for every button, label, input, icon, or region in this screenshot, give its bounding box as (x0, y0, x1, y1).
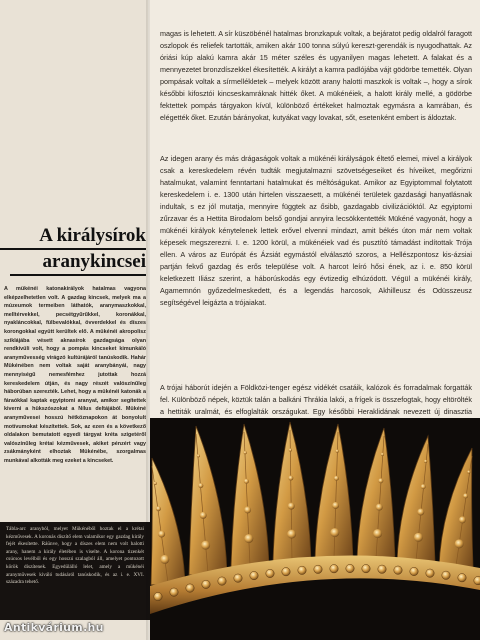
diadem-leaf (397, 436, 435, 563)
diadem-emboss-dot (455, 539, 464, 548)
diadem-emboss-dot (336, 450, 339, 453)
diadem-emboss-dot (244, 451, 247, 454)
band-emboss-dot (426, 569, 434, 577)
diadem-emboss-dot (463, 493, 468, 498)
diadem-emboss-dot (467, 470, 470, 473)
diadem-emboss-dot (244, 506, 251, 513)
photo-caption-box (0, 522, 150, 620)
watermark: Antikvárium.hu (4, 621, 104, 634)
band-emboss-dot (298, 566, 306, 574)
left-column (0, 0, 148, 640)
body-paragraph-2: Az idegen arany és más drágaságok voltak a mükénéi királyságok éltető elemei, mivel a királyok csak a kereskedelem révén tudták megjutalmazni szövetségeseiket és híveiket, megőrizni hatalmukat, valamint fenntartani hatalmukat és méltóságukat. Amikor az Egyiptommal folytatott kereskedelem i. e. 1300 után hirtelen visszaesett, a mükénéi területek gazdasági hanyatlásnak indultak, s ez jól mutatja, mennyire függtek az ősibb, gazdagabb civilizációktól. Az egyiptomi zűrzavar és a Hettita Birodalom belső gondjai annyira lecsökkentették Mükéné vagyonát, hogy a mükénéi királyok kénytelenek lettek erővel elvenni mindazt, amit békés úton már nem voltak képesek megszerezni. I. e. 1200 körül, a mükénéiek vad és pusztító támadást indítottak Trója ellen. A város az Európát és Ázsiát egymástól elválasztó szoros, a Hellészpontosz kis-ázsiai partján fekvő gazdag és erős települése volt. A harcot leíró hősi ének, az i. e. 850 körül keletkezett Iliász szerint, a háborúskodás egy évtizedig elhúzódott. Végül a mükénéi király, Agamemnón győzedelmeskedett, és a legendás harcosok, Akhilleusz és Odüsszeusz segítségével leigázta a trójaiakat. (160, 154, 472, 307)
diadem-emboss-dot (459, 516, 466, 523)
body-paragraph-1: magas is lehetett. A sír küszöbénél hatalmas bronzkapuk voltak, a bejáratot pedig oldalról faragott oszlopok és reliefek tartották, amiken akár 100 tonna súlyú kereszt-gerendák is nyugodhattak. Az óriási kúp alakú kamra akár 15 méter széles és ugyanilyen magas lehetett. A falakat és a mennyezetet bronzdíszekkel ékesítették. A királyt a kamra padlójába vájt gödörbe temették. Olyan pompásak voltak a sírmellékletek – melyek között arany halotti maszkok is voltak –, hogy a sírok későbbi kifosztói kincseskamráknak hitték őket. A mükénéiek, a halott király mellé, a gödörbe fektettek pompás tárgyakon kívül, különböző értékeket halmoztak egymásra a kamrában, és elégették őket. Ezután bárányokat, kutyákat vagy lovakat, sőt, esetenként embert is áldoztak. (160, 29, 472, 122)
diadem-emboss-dot (201, 541, 210, 550)
diadem-emboss-dot (288, 503, 295, 510)
diadem-emboss-dot (287, 530, 296, 539)
diadem-leaf (189, 426, 227, 575)
heading-line-1: A királysírok (0, 224, 146, 250)
diadem-leaf (151, 458, 185, 585)
gold-diadem-photo (150, 418, 480, 640)
diadem-emboss-dot (424, 460, 427, 463)
diadem-emboss-dot (373, 529, 382, 538)
band-emboss-dot (362, 564, 370, 572)
band-emboss-dot (186, 584, 194, 592)
band-emboss-dot (394, 566, 402, 574)
band-emboss-dot (170, 588, 178, 596)
band-emboss-dot (410, 567, 418, 575)
diadem-emboss-dot (378, 478, 383, 483)
diadem-emboss-dot (158, 531, 165, 538)
band-emboss-dot (458, 574, 466, 582)
diadem-leaf (231, 424, 269, 567)
band-emboss-dot (250, 571, 258, 579)
diadem-emboss-dot (332, 502, 339, 509)
band-emboss-dot (282, 568, 290, 576)
band-emboss-dot (442, 571, 450, 579)
diadem-emboss-dot (156, 506, 161, 511)
band-emboss-dot (474, 576, 480, 584)
diadem-emboss-dot (381, 453, 384, 456)
band-emboss-dot (154, 592, 162, 600)
diadem-emboss-dot (414, 533, 423, 542)
sidebar-text: A mükénéi katonakirályok hatalmas vagyona elképzelhetetlen volt. A gazdag kincsek, melyek ma a múzeumok termeiben láthatók, aranymaszkokkal, melltérvekkel, pecsétgyűrűkkel, koronákkal, nyakláncokkal, fülbevalókkal, övverdekkel és díszes korongokkal együtt kerültek elő. A mükénéi akropolisz sziklájába vésett aknasírok gazdagsága olyan rendkívüli volt, hogy a pompás kincseket kimunkáló aranyművesség virágzó kultúrájáról tanúskodik. Hahár Mükénében nem voltak saját aranybányái, nagy mennyiségű nemesfémhez jutottak hozzá kereskedelem útján, és nagy részét valószínűleg háborúban szerezték. Lehet, hogy a mükénéi katonák a fáraókkal kaptak egyiptomi aranyat, amikor segítettek kiverni a hükszószokat a Nílus deltájából. Mükéné aranyművesei hosszú hétköznapokon át bonyolult motívumokat készítettek. Sok, az ezen és a következő oldalakon bemutatott egyedi tárgyat kréta szigetéről valószínűleg krétai kézművesek, akiket pénzért vagy zsákmányként elhoztak Mükénébe, szorgalmas munkával alkották meg ezeket a kincseket. (4, 286, 146, 464)
body-paragraph-3: A trójai háborút idején a Földközi-tenger egész vidékét csatáik, kalózok és forradalmak forgatták fel. Különböző népek, köztük talán a balkáni Thrákia lakói, a frígek is összefogtak, hogy eltörölték a hettiták uralmát, és elfoglalták országukat. Egy későbbi Heraklidának nevezett új dinasztia (160, 383, 472, 416)
diadem-emboss-dot (334, 476, 339, 481)
diadem-emboss-dot (330, 528, 339, 537)
diadem-emboss-dot (198, 483, 203, 488)
band-emboss-dot (378, 565, 386, 573)
diadem-emboss-dot (160, 555, 169, 564)
diadem-emboss-dot (244, 479, 249, 484)
diadem-leaf (439, 448, 473, 568)
band-emboss-dot (218, 577, 226, 585)
diadem-emboss-dot (421, 484, 426, 489)
band-emboss-dot (266, 569, 274, 577)
diadem-emboss-dot (289, 448, 292, 451)
band-emboss-dot (202, 580, 210, 588)
band-emboss-dot (346, 564, 354, 572)
diadem-leaf (315, 424, 353, 560)
band-emboss-dot (314, 565, 322, 573)
diadem-emboss-dot (200, 512, 207, 519)
diadem-emboss-dot (288, 476, 293, 481)
gold-diadem-image (150, 418, 480, 640)
diadem-emboss-dot (197, 454, 200, 457)
diadem-emboss-dot (244, 534, 253, 543)
heading-line-2: aranykincsei (10, 250, 146, 276)
diadem-emboss-dot (376, 504, 383, 511)
diadem-emboss-dot (154, 482, 157, 485)
photo-caption: Tábla-arc aranyból, melyet Mükénéből hoztak el a krétai kézművesek. A koronás díszítő elem valamikor egy gazdag király fejét ékesítette. Ráünve, hogy a díszes elem nem volt halotti arany, hanem a király életében is viselte. A korona tizenkét csúcsos levélből és egy hosszú szalagból áll, amelyet pontozott körök díszítenek. Egyedülálló lelet, amely a mükénéi aranyművesek kiváló tudásáról tanúskodik, és az i. e. XVI. századra tehető. (6, 526, 144, 586)
band-emboss-dot (330, 565, 338, 573)
band-emboss-dot (234, 574, 242, 582)
diadem-leaf (357, 428, 395, 560)
diadem-emboss-dot (417, 509, 424, 516)
